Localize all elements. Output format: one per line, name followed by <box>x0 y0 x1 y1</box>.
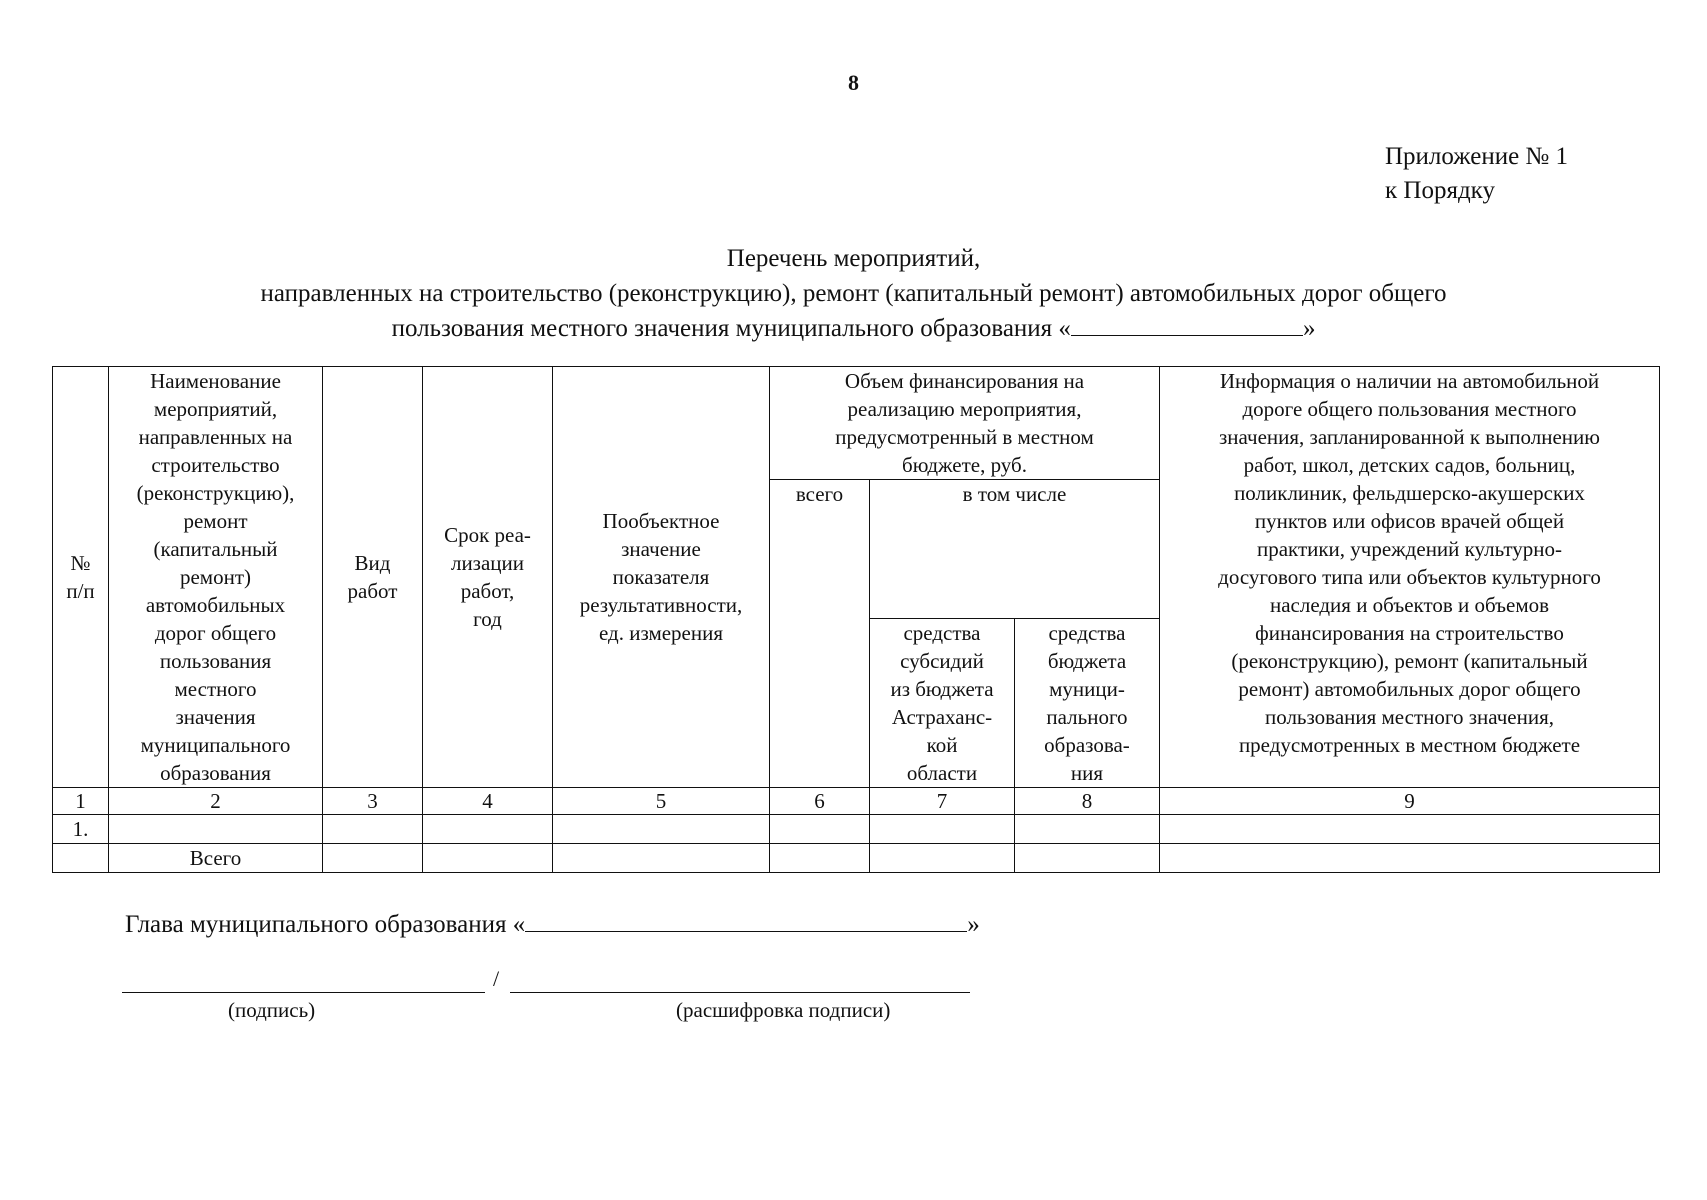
header-performance-indicator: Пообъектное значение показателя результативности, ед. измерения <box>553 367 770 788</box>
table-cell[interactable] <box>423 815 553 844</box>
table-cell <box>53 844 109 873</box>
municipality-name-blank-footer[interactable] <box>525 907 967 932</box>
title-line-3-prefix: пользования местного значения муниципального образования « <box>391 315 1071 342</box>
table-row <box>53 815 1660 844</box>
table-cell[interactable] <box>553 844 770 873</box>
column-number: 2 <box>109 788 323 815</box>
table-cell[interactable] <box>423 844 553 873</box>
table-cell[interactable] <box>1160 844 1660 873</box>
column-number: 3 <box>323 788 423 815</box>
header-municipal-budget: средства бюджета муници- пального образова- ния <box>1015 619 1160 788</box>
signature-decode-caption: (расшифровка подписи) <box>676 998 891 1022</box>
table-cell[interactable] <box>870 815 1015 844</box>
header-row-1 <box>53 367 1660 480</box>
table-cell[interactable] <box>1160 815 1660 844</box>
table-cell[interactable] <box>109 815 323 844</box>
header-information: Информация о наличии на автомобильной дороге общего пользования местного значения, запланированной к выполнению работ, школ, детских садов, больниц, поликлиник, фельдшерско-акушерских пунктов или офисов врачей общей практики, учреждений культурно- досугового типа или объектов культурного наследия и объектов и объемов финансирования на строительство (реконструкцию), ремонт (капитальный ремонт) автомобильных дорог общего пользования местного значения, предусмотренных в местном бюджете <box>1160 367 1660 788</box>
page-number: 8 <box>848 70 859 95</box>
municipality-name-blank[interactable] <box>1071 311 1303 336</box>
column-numbers-row <box>53 788 1660 815</box>
head-label-suffix: » <box>967 911 980 938</box>
column-number: 1 <box>53 788 109 815</box>
column-number: 7 <box>870 788 1015 815</box>
appendix-line-2: к Порядку <box>1385 177 1495 204</box>
table-cell[interactable] <box>770 844 870 873</box>
signature-decode-line[interactable] <box>510 992 970 993</box>
total-row <box>53 844 1660 873</box>
header-funding-group: Объем финансирования на реализацию мероприятия, предусмотренный в местном бюджете, руб. <box>770 367 1160 480</box>
table-cell[interactable] <box>870 844 1015 873</box>
header-regional-subsidies: средства субсидий из бюджета Астраханс- кой области <box>870 619 1015 788</box>
header-measure-name: Наименование мероприятий, направленных на строительство (реконструкцию), ремонт (капитальный ремонт) автомобильных дорог общего пользования местного значения муниципального образования <box>109 367 323 788</box>
measures-table <box>52 366 1660 873</box>
column-number: 9 <box>1160 788 1660 815</box>
table-cell[interactable] <box>323 844 423 873</box>
signature-line[interactable] <box>122 992 485 993</box>
title-line-1: Перечень мероприятий, <box>726 245 981 272</box>
table-cell[interactable] <box>553 815 770 844</box>
header-total: всего <box>770 480 870 788</box>
head-of-municipality-line <box>125 907 980 939</box>
document-title <box>0 241 1707 346</box>
header-work-period: Срок реа- лизации работ, год <box>423 367 553 788</box>
row-number: 1. <box>53 815 109 844</box>
column-number: 6 <box>770 788 870 815</box>
table-cell[interactable] <box>1015 844 1160 873</box>
title-line-2: направленных на строительство (реконструкцию), ремонт (капитальный ремонт) автомобильных дорог общего <box>260 280 1447 307</box>
title-line-3-suffix: » <box>1302 315 1316 342</box>
total-label: Всего <box>109 844 323 873</box>
title-line-3 <box>0 311 1707 346</box>
signature-separator: / <box>493 966 500 991</box>
header-including: в том числе <box>870 480 1160 619</box>
table-cell[interactable] <box>1015 815 1160 844</box>
appendix-line-1: Приложение № 1 <box>1385 143 1569 170</box>
head-label-prefix: Глава муниципального образования « <box>125 911 526 938</box>
header-work-type: Вид работ <box>323 367 423 788</box>
header-number: № п/п <box>53 367 109 788</box>
column-number: 8 <box>1015 788 1160 815</box>
column-number: 5 <box>553 788 770 815</box>
appendix-reference <box>1385 140 1568 208</box>
table-cell[interactable] <box>323 815 423 844</box>
signature-caption: (подпись) <box>228 998 316 1022</box>
table-cell[interactable] <box>770 815 870 844</box>
column-number: 4 <box>423 788 553 815</box>
